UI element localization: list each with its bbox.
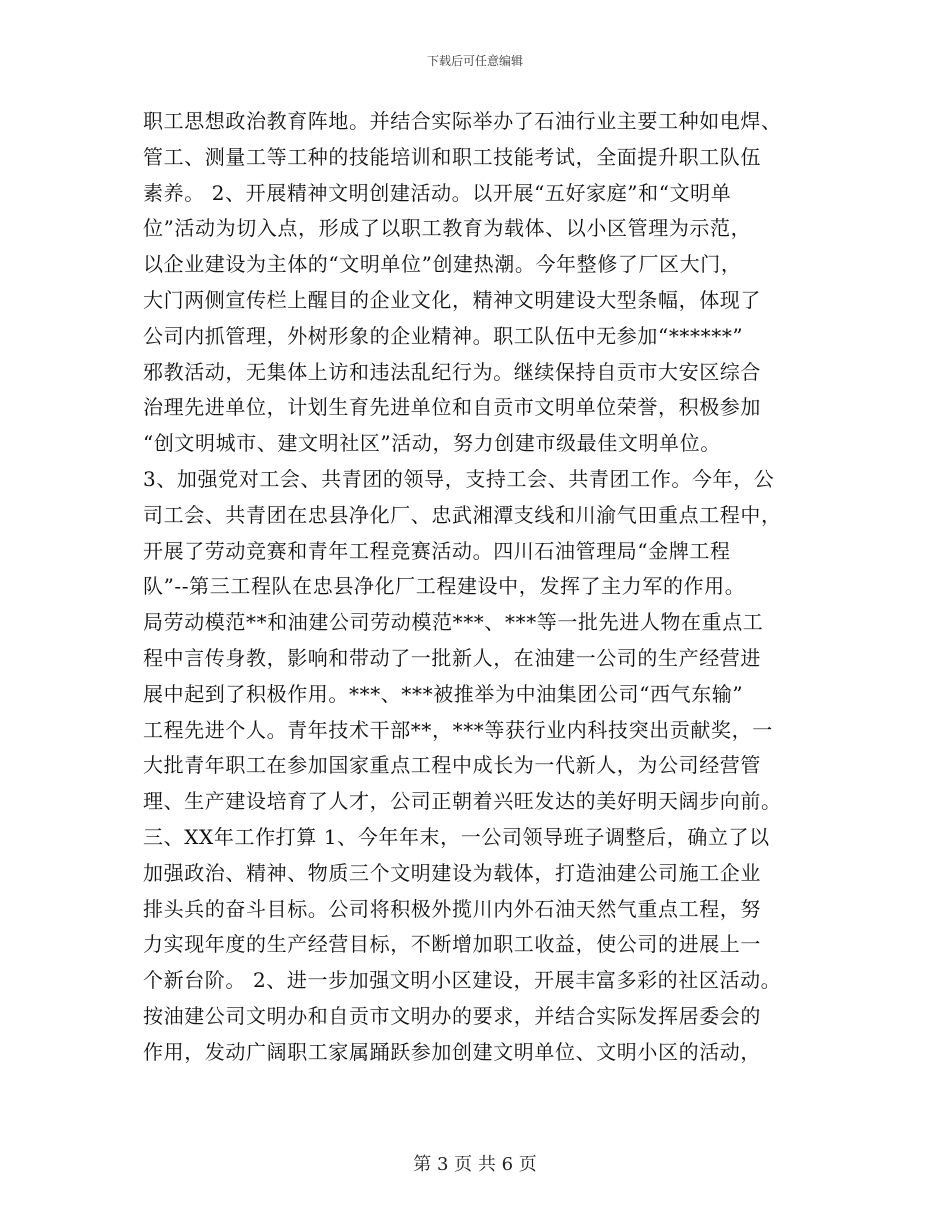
body-line: 个新台阶。 2、进一步加强文明小区建设，开展丰富多彩的社区活动。: [143, 968, 782, 993]
body-line: 开展了劳动竞赛和青年工程竞赛活动。四川石油管理局“金牌工程: [143, 538, 731, 563]
body-line: 展中起到了积极作用。***、***被推举为中油集团公司“西气东输”: [143, 681, 744, 706]
page-header: 下载后可任意编辑: [426, 54, 523, 68]
body-line: 大门两侧宣传栏上醒目的企业文化，精神文明建设大型条幅，体现了: [143, 287, 761, 312]
body-line: 理、生产建设培育了人才，公司正朝着兴旺发达的美好明天阔步向前。: [143, 789, 782, 814]
body-line: 作用，发动广阔职工家属踊跃参加创建文明单位、文明小区的活动，: [143, 1039, 761, 1064]
body-line: 公司内抓管理，外树形象的企业精神。职工队伍中无参加“******”: [143, 323, 744, 348]
body-line: 以企业建设为主体的“文明单位”创建热潮。今年整修了厂区大门，: [143, 252, 742, 277]
body-line: 管工、测量工等工种的技能培训和职工技能考试，全面提升职工队伍: [143, 144, 761, 169]
page-number-footer: 第 3 页 共 6 页: [413, 1154, 537, 1175]
body-line: 邪教活动，无集体上访和违法乱纪行为。继续保持自贡市大安区综合: [143, 359, 761, 384]
document-body: [143, 104, 811, 1071]
body-line: 程中言传身教，影响和带动了一批新人，在油建一公司的生产经营进: [143, 645, 761, 670]
body-line: 3、加强党对工会、共青团的领导，支持工会、共青团工作。今年，公: [143, 466, 775, 491]
body-line: 治理先进单位，计划生育先进单位和自贡市文明单位荣誉，积极参加: [143, 395, 761, 420]
body-line: 队”--第三工程队在忠县净化厂工程建设中，发挥了主力军的作用。: [143, 574, 746, 599]
body-line: 职工思想政治教育阵地。并结合实际举办了石油行业主要工种如电焊、: [143, 109, 782, 133]
body-line: 力实现年度的生产经营目标，不断增加职工收益，使公司的进展上一: [143, 932, 761, 957]
body-line: 位”活动为切入点，形成了以职工教育为载体、以小区管理为示范，: [143, 216, 752, 241]
body-line: 大批青年职工在参加国家重点工程中成长为一代新人，为公司经营管: [143, 753, 761, 778]
body-line: 司工会、共青团在忠县净化厂、忠武湘潭支线和川渝气田重点工程中，: [143, 502, 782, 527]
body-line: 加强政治、精神、物质三个文明建设为载体，打造油建公司施工企业: [143, 860, 761, 885]
body-line: 局劳动模范**和油建公司劳动模范***、***等一批先进人物在重点工: [143, 610, 764, 635]
body-line: 按油建公司文明办和自贡市文明办的要求，并结合实际发挥居委会的: [143, 1003, 761, 1028]
body-line: 工程先进个人。青年技术干部**，***等获行业内科技突出贡献奖，一: [143, 717, 773, 742]
body-line: 三、XX年工作打算 1、今年年末，一公司领导班子调整后，确立了以: [143, 824, 770, 849]
body-line: 排头兵的奋斗目标。公司将积极外揽川内外石油天然气重点工程，努: [143, 896, 761, 921]
body-line: 素养。 2、开展精神文明创建活动。以开展“五好家庭”和“文明单: [143, 180, 732, 205]
body-line: “创文明城市、建文明社区”活动，努力创建市级最佳文明单位。: [143, 431, 721, 456]
